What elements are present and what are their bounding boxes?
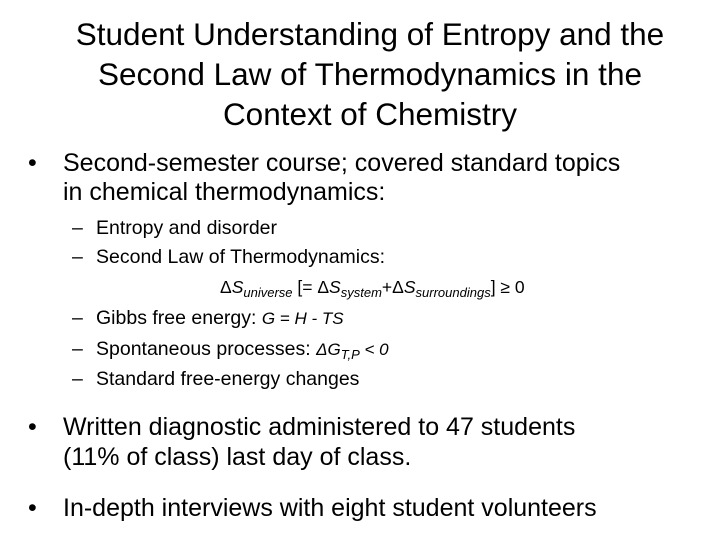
bullet-marker: •	[28, 413, 37, 441]
bullet-text-line-1: Written diagnostic administered to 47 students	[63, 413, 576, 441]
subitem-text: Standard free-energy changes	[96, 368, 360, 390]
subitem-text	[96, 307, 344, 330]
formula-bracket-open: [=	[292, 277, 318, 297]
bullet-marker: •	[28, 149, 37, 177]
dash-marker: –	[72, 246, 83, 268]
dash-marker: –	[72, 217, 83, 239]
delta-g-subscript: T,P	[340, 347, 360, 362]
title-line-1: Student Understanding of Entropy and the	[75, 16, 665, 52]
subitem-text: Second Law of Thermodynamics:	[96, 246, 386, 268]
delta-symbol: Δ	[317, 277, 330, 297]
second-law-formula	[220, 276, 525, 298]
gibbs-formula: G = H - TS	[261, 309, 344, 328]
dash-marker: –	[72, 307, 83, 329]
delta-g-symbol: ΔG	[316, 340, 341, 359]
bullet-text-line-1: Second-semester course; covered standard topics	[63, 149, 621, 177]
dash-marker: –	[72, 368, 83, 390]
title-line-3: Context of Chemistry	[222, 96, 518, 132]
delta-g-rest: < 0	[359, 340, 389, 359]
subitem-text: Entropy and disorder	[96, 217, 278, 239]
bullet-text-line-2: in chemical thermodynamics:	[63, 178, 386, 206]
formula-plus: +	[381, 277, 393, 297]
formula-subscript: surroundings	[415, 285, 491, 300]
formula-s: S	[403, 277, 416, 297]
delta-symbol: Δ	[392, 277, 404, 297]
delta-symbol: Δ	[220, 277, 232, 297]
slide-title	[30, 14, 710, 134]
subitem-label: Spontaneous processes:	[96, 338, 317, 360]
subitem-label: Gibbs free energy:	[96, 307, 262, 329]
formula-bracket-close: ] ≥ 0	[490, 277, 525, 297]
dash-marker: –	[72, 338, 83, 360]
formula-s: S	[329, 277, 341, 297]
title-line-2: Second Law of Thermodynamics in the	[98, 56, 642, 92]
formula-subscript: universe	[243, 285, 293, 300]
formula-s: S	[231, 277, 244, 297]
subitem-text	[96, 338, 389, 361]
bullet-text-line-2: (11% of class) last day of class.	[63, 443, 412, 471]
bullet-marker: •	[28, 494, 37, 522]
formula-subscript: system	[340, 285, 382, 300]
bullet-text-line-1: In-depth interviews with eight student volunteers	[63, 494, 597, 522]
